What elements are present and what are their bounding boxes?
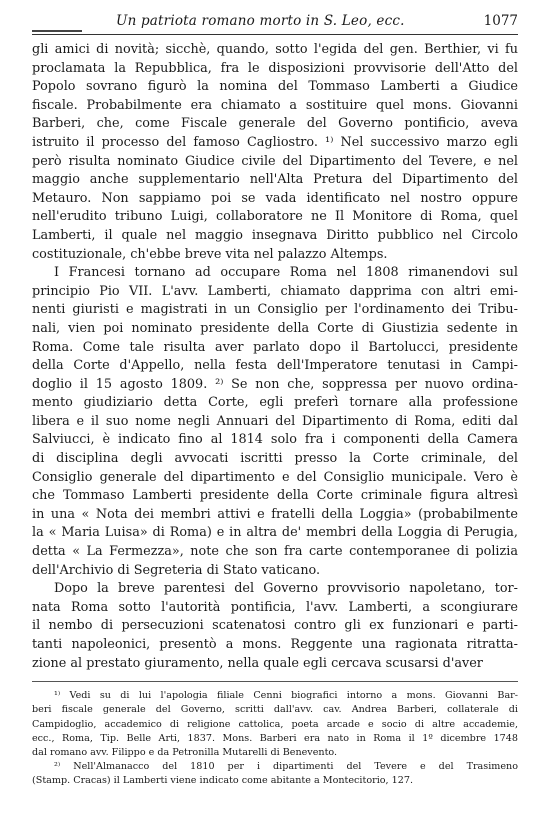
text-line: Salviucci, è indicato fino al 1814 solo fra i componenti della Camera <box>32 432 518 448</box>
text-line: nenti giuristi e magistrati in un Consiglio per l'ordinamento dei Tribu- <box>32 302 518 318</box>
body-text <box>32 41 518 673</box>
text-line: che Tommaso Lamberti presidente della Corte criminale figura altresì <box>32 488 518 504</box>
text-line: maggio anche supplementario nell'Alta Pretura del Dipartimento del <box>32 172 518 188</box>
footnote-line: dal romano avv. Filippo e da Petronilla Mutarelli di Benevento. <box>32 747 338 758</box>
text-line: detta « La Fermezza», note che son fra carte contemporanee di polizia <box>32 544 518 560</box>
text-line: Lamberti, il quale nel maggio insegnava Diritto pubblico nel Circolo <box>32 227 518 243</box>
footnote-line: (Stamp. Cracas) il Lamberti viene indicato come abitante a Montecitorio, 127. <box>32 775 414 787</box>
running-title: Un patriota romano morto in S. Leo, ecc. <box>116 13 405 29</box>
text-line: Barberi, che, come Fiscale generale del Governo pontificio, aveva <box>32 116 518 132</box>
text-line: istruito il processo del famoso Cagliostro. ¹⁾ Nel successivo marzo egli <box>32 134 518 150</box>
header-decoration <box>32 30 82 32</box>
text-line: principio Pio VII. L'avv. Lamberti, chiamato dapprima con altri emi- <box>32 283 518 299</box>
text-line: Dopo la breve parentesi del Governo provvisorio napoletano, tor- <box>54 581 518 597</box>
footnote-line: Campidoglio, accademico di religione cattolica, poeta arcade e socio di altre accademie, <box>32 718 518 730</box>
text-line: nali, vien poi nominato presidente della Corte di Giustizia sedente in <box>32 320 518 336</box>
running-header <box>32 8 518 35</box>
text-line: nell'erudito tribuno Luigi, collaboratore ne Il Monitore di Roma, quel <box>32 209 518 225</box>
text-line: fiscale. Probabilmente era chiamato a sostituire quel mons. Giovanni <box>32 97 518 113</box>
footnote-line: ecc., Roma, Tip. Belle Arti, 1837. Mons. Barberi era nato in Roma il 1º dicembre 1748 <box>32 732 518 744</box>
page-number: 1077 <box>483 13 518 29</box>
text-line: proclamata la Repubblica, fra le disposizioni provvisorie dell'Atto del <box>32 60 518 76</box>
text-line: doglio il 15 agosto 1809. ²⁾ Se non che, soppressa per nuovo ordina- <box>32 376 518 392</box>
text-line: tanti napoleonici, presentò a mons. Reggente una ragionata ritratta- <box>32 637 518 652</box>
text-line: della Corte d'Appello, nella festa dell'Imperatore tenutasi in Campi- <box>32 358 518 374</box>
footnotes <box>32 681 518 788</box>
text-line: costituzionale, ch'ebbe breve vita nel palazzo Altemps. <box>32 246 388 262</box>
text-line: I Francesi tornano ad occupare Roma nel 1808 rimanendovi sul <box>54 265 518 281</box>
text-line: Consiglio generale del dipartimento e del Consiglio municipale. Vero è <box>32 469 518 485</box>
text-line: Roma. Come tale risulta aver parlato dopo il Bartolucci, presidente <box>32 339 518 355</box>
text-line: gli amici di novità; sicchè, quando, sotto l'egida del gen. Berthier, vi fu <box>32 42 518 57</box>
text-line: in una « Nota dei membri attivi e fratelli della Loggia» (probabilmente <box>32 506 518 522</box>
footnote-line: beri fiscale generale del Governo, scritti dall'avv. cav. Andrea Barberi, collaterale di <box>32 704 518 716</box>
text-line: dell'Archivio di Segreteria di Stato vaticano. <box>32 562 321 578</box>
text-line: libera e il suo nome negli Annuari del Dipartimento di Roma, editi dal <box>32 413 518 429</box>
text-line: Metauro. Non sappiamo poi se vada identificato nel nostro oppure <box>32 190 518 206</box>
text-line: la « Maria Luisa» di Roma) e in altra de' membri della Loggia di Perugia, <box>32 525 518 541</box>
text-line: nata Roma sotto l'autorità pontificia, l'avv. Lamberti, a scongiurare <box>32 599 518 615</box>
page <box>32 8 518 789</box>
text-line: mento giudiziario detta Corte, egli preferì tornare alla professione <box>32 395 518 411</box>
text-line: zione al prestato giuramento, nella quale egli cercava scusarsi d'aver <box>32 655 483 671</box>
text-line: il nembo di persecuzioni scatenatosi contro gli ex funzionari e parti- <box>32 618 518 634</box>
footnote-line: ²⁾ Nell'Almanacco del 1810 per i dipartimenti del Tevere e del Trasimeno <box>54 761 518 773</box>
text-line: Popolo sovrano figurò la nomina del Tommaso Lamberti a Giudice <box>32 79 518 95</box>
footnote-line: ¹⁾ Vedi su di lui l'apologia filiale Cenni biografici intorno a mons. Giovanni Bar- <box>54 690 518 702</box>
text-line: però risulta nominato Giudice civile del Dipartimento del Tevere, e nel <box>32 153 518 169</box>
text-line: di disciplina degli avvocati iscritti presso la Corte criminale, del <box>32 451 518 467</box>
